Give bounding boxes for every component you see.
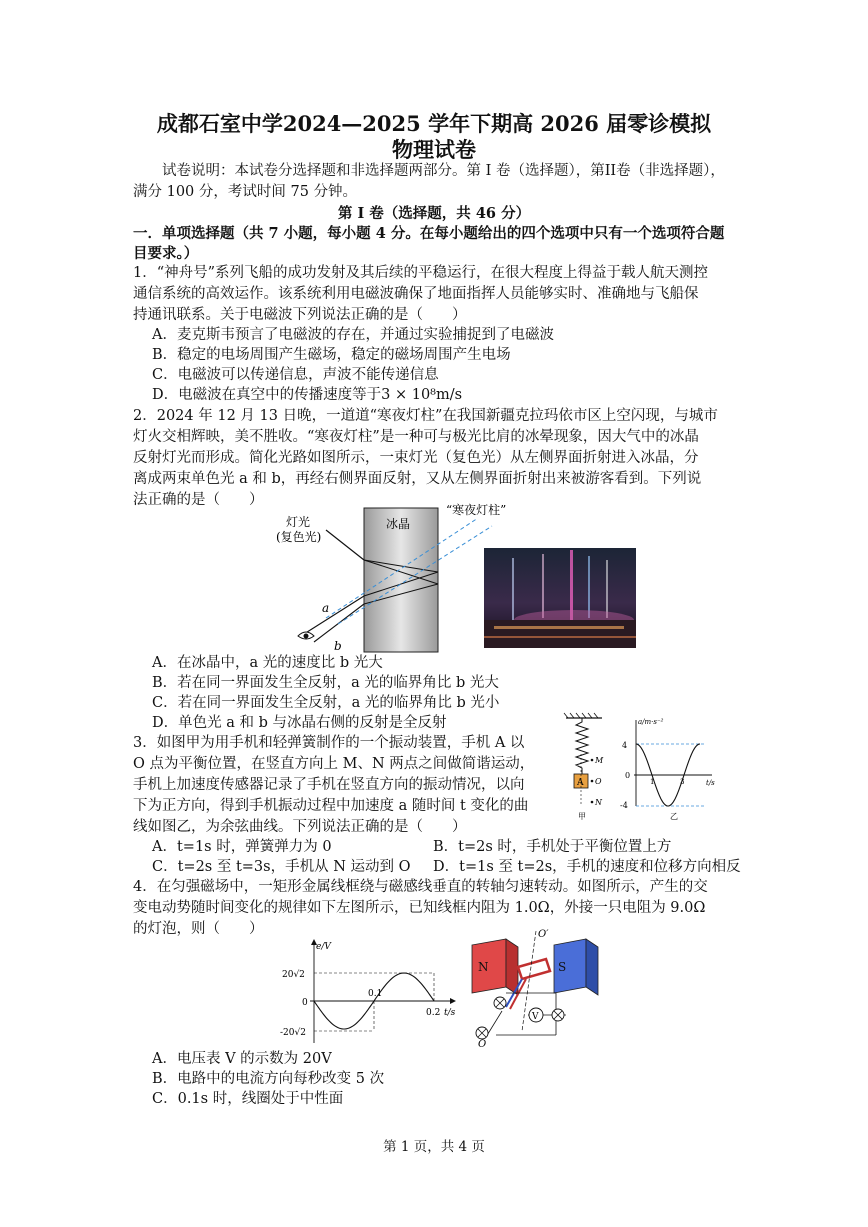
q3-tick-3: 3: [680, 778, 685, 786]
ray-a: [304, 596, 364, 634]
label-a: a: [322, 601, 330, 615]
q2-line: 离成两束单色光 a 和 b，再经右侧界面反射，又从左侧界面折射出来被游客看到。下列说: [133, 471, 702, 487]
magnet-n-label: N: [478, 960, 489, 974]
q4-option-c: C．0.1s 时，线圈处于中性面: [152, 1091, 344, 1107]
page-footer: 第 1 页，共 4 页: [383, 1139, 485, 1155]
q4-tick-0-1: 0.1: [368, 989, 383, 999]
pillar-label: “寒夜灯柱”: [446, 503, 507, 517]
q4-line: 变电动势随时间变化的规律如下左图所示，已知线框内阻为 1.0Ω，外接一只电阻为 9.0Ω: [133, 900, 706, 916]
q2-line: 反射灯光而形成。简化光路如图所示，一束灯光（复色光）从左侧界面折射进入冰晶，分: [133, 450, 699, 466]
q1-line: 持通讯联系。关于电磁波下列说法正确的是（ ）: [133, 307, 467, 323]
q3-line: 手机上加速度传感器记录了手机在竖直方向的振动情况，以向: [133, 777, 525, 793]
lamp-icon: [476, 1027, 488, 1039]
incident-ray: [326, 530, 364, 560]
emf-time-graph: [278, 935, 463, 1050]
spring-oscillation-diagram: [562, 710, 722, 822]
label-b: b: [334, 639, 342, 653]
q3-option-a: A．t=1s 时，弹簧弹力为 0: [152, 839, 332, 855]
q3-tick-1: 1: [650, 778, 655, 786]
q1-option-b: B．稳定的电场周围产生磁场，稳定的磁场周围产生电场: [152, 347, 511, 363]
q4-tick-neg: -20√2: [280, 1028, 306, 1038]
q3-option-c: C．t=2s 至 t=3s，手机从 N 运动到 O: [152, 859, 411, 875]
q2-line: 法正确的是（ ）: [133, 492, 264, 508]
q3-tick-pos: 4: [622, 741, 628, 750]
q4-tick-pos: 20√2: [282, 970, 305, 980]
q3-line: 线如图乙，为余弦曲线。下列说法正确的是（ ）: [133, 819, 467, 835]
q2-option-c: C．若在同一界面发生全反射，a 光的临界角比 b 光小: [152, 695, 500, 711]
exam-subtitle: 物理试卷: [392, 137, 476, 162]
intro-line-2: 满分 100 分，考试时间 75 分钟。: [133, 184, 358, 200]
q4-yaxis-label: e/V: [316, 942, 331, 952]
svg-text:V: V: [532, 1012, 539, 1022]
q4-line: 的灯泡，则（ ）: [133, 921, 264, 937]
lamp-icon: [494, 997, 506, 1009]
q4-time-label: t/s: [444, 1008, 456, 1018]
q3-line: O 点为平衡位置，在竖直方向上 M、N 两点之间做简谐运动，: [133, 756, 535, 772]
light-pillar-photo: [484, 548, 636, 648]
generator-diagram: [466, 927, 606, 1049]
q3-time-label: t/s: [706, 779, 715, 787]
lamp-label: 灯光: [286, 515, 311, 529]
q1-line: 1．“神舟号”系列飞船的成功发射及其后续的平稳运行，在很大程度上得益于载人航天测控: [133, 265, 709, 281]
axis-top-label: O′: [538, 929, 549, 940]
coil: [518, 959, 550, 979]
fig-jia-label: 甲: [578, 812, 586, 821]
phone-a-label: A: [577, 778, 584, 788]
lamp-icon: [552, 1009, 564, 1021]
q2-option-b: B．若在同一界面发生全反射，a 光的临界角比 b 光大: [152, 675, 499, 691]
q4-option-a: A．电压表 V 的示数为 20V: [152, 1051, 332, 1067]
q3-option-b: B．t=2s 时，手机处于平衡位置上方: [433, 839, 672, 855]
intro-line-1: 试卷说明：本试卷分选择题和非选择题两部分。第 I 卷（选择题），第II卷（非选择题），: [162, 163, 725, 179]
q3-option-d: D．t=1s 至 t=2s，手机的速度和位移方向相反: [433, 859, 741, 875]
q2-option-d: D．单色光 a 和 b 与冰晶右侧的反射是全反射: [152, 715, 447, 731]
q4-line: 4．在匀强磁场中，一矩形金属线框绕与磁感线垂直的转轴匀速转动。如图所示，产生的交: [133, 879, 708, 895]
eye-icon: [298, 632, 314, 639]
part-heading-1: 一．单项选择题（共 7 小题，每小题 4 分。在每小题给出的四个选项中只有一个选项符合题: [133, 225, 725, 242]
axis-bottom-label: O: [478, 1039, 487, 1049]
q3-line: 下为正方向，得到手机振动过程中加速度 a 随时间 t 变化的曲: [133, 798, 529, 814]
q3-tick-zero: 0: [625, 771, 631, 780]
q4-option-b: B．电路中的电流方向每秒改变 5 次: [152, 1071, 385, 1087]
q3-yaxis-label: a/m·s⁻²: [638, 718, 664, 726]
q4-tick-0-2: 0.2: [426, 1008, 441, 1018]
q4-tick-zero: 0: [302, 998, 308, 1008]
fig-yi-label: 乙: [670, 812, 678, 821]
q1-option-c: C．电磁波可以传递信息，声波不能传递信息: [152, 367, 439, 383]
point-n-label: N: [595, 798, 602, 807]
voltmeter-icon: [529, 1008, 543, 1022]
crystal-label: 冰晶: [386, 517, 411, 531]
q1-option-d: D．电磁波在真空中的传播速度等于3 × 10⁸m/s: [152, 387, 463, 403]
q3-tick-neg: -4: [620, 801, 628, 810]
q2-line: 2．2024 年 12 月 13 日晚，一道道“寒夜灯柱”在我国新疆克拉玛依市区上空闪现，与城市: [133, 408, 718, 424]
point-m-label: M: [595, 756, 604, 765]
exam-title: 成都石室中学2024—2025 学年下期高 2026 届零诊模拟: [156, 111, 712, 136]
q3-line: 3．如图甲为用手机和轻弹簧制作的一个振动装置，手机 A 以: [133, 735, 525, 751]
lamp-sublabel: (复色光): [276, 530, 322, 544]
point-o-label: O: [595, 777, 602, 786]
section-title: 第 I 卷（选择题，共 46 分）: [337, 205, 531, 222]
magnet-s-label: S: [558, 960, 567, 974]
q2-option-a: A．在冰晶中，a 光的速度比 b 光大: [152, 655, 383, 671]
part-heading-2: 目要求。）: [133, 245, 199, 262]
spring: [576, 718, 588, 774]
q1-line: 通信系统的高效运作。该系统利用电磁波确保了地面指挥人员能够实时、准确地与飞船保: [133, 286, 699, 302]
q1-option-a: A．麦克斯韦预言了电磁波的存在，并通过实验捕捉到了电磁波: [152, 327, 554, 343]
q2-line: 灯火交相辉映，美不胜收。“寒夜灯柱”是一种可与极光比肩的冰晕现象，因大气中的冰晶: [133, 429, 699, 445]
